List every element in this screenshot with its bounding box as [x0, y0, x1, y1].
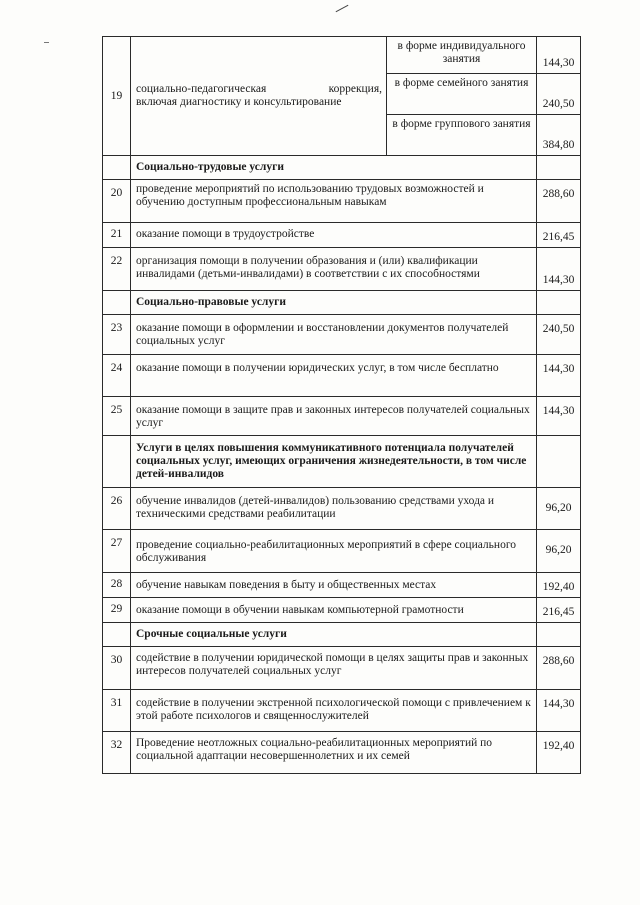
service-name-line: включая диагностику и консультирование [136, 96, 342, 108]
section-title: Услуги в целях повышения коммуникативного потенциала получателей социальных услуг, имеющих ограничения жизнедеятельности, в том числе детей-инвалидов [131, 436, 537, 488]
service-price: 144,30 [537, 397, 581, 436]
row-number: 32 [103, 732, 131, 774]
row-number: 29 [103, 598, 131, 623]
service-price: 240,50 [537, 74, 581, 115]
table-row [103, 647, 581, 690]
service-price: 216,45 [537, 598, 581, 623]
table-row [103, 488, 581, 530]
row-number: 21 [103, 223, 131, 248]
service-form: в форме индивидуального занятия [387, 37, 537, 74]
table-row [103, 690, 581, 732]
services-tariff-table [102, 36, 580, 774]
section-title: Социально-правовые услуги [131, 291, 537, 315]
section-row [103, 623, 581, 647]
service-name: организация помощи в получении образования и (или) квалификации инвалидами (детьми-инвалидами) в соответствии с их способностями [131, 248, 537, 291]
margin-mark [44, 42, 49, 43]
service-name: оказание помощи в оформлении и восстановлении документов получателей социальных услуг [131, 315, 537, 355]
row-number: 23 [103, 315, 131, 355]
service-name [131, 37, 387, 156]
section-row [103, 436, 581, 488]
row-number: 25 [103, 397, 131, 436]
service-form: в форме группового занятия [387, 115, 537, 156]
service-price: 96,20 [537, 530, 581, 573]
table-row [103, 598, 581, 623]
service-name: обучение инвалидов (детей-инвалидов) пользованию средствами ухода и техническими средствами реабилитации [131, 488, 537, 530]
service-price: 192,40 [537, 573, 581, 598]
service-name: Проведение неотложных социально-реабилитационных мероприятий по социальной адаптации несовершеннолетних и их семей [131, 732, 537, 774]
row-number: 19 [103, 37, 131, 156]
service-name: оказание помощи в получении юридических услуг, в том числе бесплатно [131, 355, 537, 397]
service-price: 192,40 [537, 732, 581, 774]
row-number: 26 [103, 488, 131, 530]
row-number: 24 [103, 355, 131, 397]
table-row [103, 732, 581, 774]
service-form: в форме семейного занятия [387, 74, 537, 115]
service-name: содействие в получении экстренной психологической помощи с привлечением к этой работе психологов и священнослужителей [131, 690, 537, 732]
table-row [103, 355, 581, 397]
service-name: оказание помощи в трудоустройстве [131, 223, 537, 248]
service-price: 144,30 [537, 690, 581, 732]
table-row [103, 397, 581, 436]
table-row [103, 248, 581, 291]
section-row [103, 156, 581, 180]
service-name: содействие в получении юридической помощи в целях защиты прав и законных интересов получателей социальных услуг [131, 647, 537, 690]
service-name: проведение социально-реабилитационных мероприятий в сфере социального обслуживания [131, 530, 537, 573]
service-price: 288,60 [537, 180, 581, 223]
table-row [103, 530, 581, 573]
service-price: 288,60 [537, 647, 581, 690]
table-row [103, 180, 581, 223]
service-price: 216,45 [537, 223, 581, 248]
table-row [103, 223, 581, 248]
service-price: 240,50 [537, 315, 581, 355]
row-number: 27 [103, 530, 131, 573]
section-title: Срочные социальные услуги [131, 623, 537, 647]
service-price: 144,30 [537, 37, 581, 74]
service-price: 96,20 [537, 488, 581, 530]
service-price: 144,30 [537, 355, 581, 397]
row-number: 30 [103, 647, 131, 690]
service-price: 144,30 [537, 248, 581, 291]
section-title: Социально-трудовые услуги [131, 156, 537, 180]
service-name: проведение мероприятий по использованию трудовых возможностей и обучению доступным профессиональным навыкам [131, 180, 537, 223]
service-price: 384,80 [537, 115, 581, 156]
service-name: оказание помощи в защите прав и законных интересов получателей социальных услуг [131, 397, 537, 436]
table-row [103, 315, 581, 355]
service-name: обучение навыкам поведения в быту и общественных местах [131, 573, 537, 598]
pen-mark [336, 5, 349, 12]
table-row [103, 37, 581, 74]
section-row [103, 291, 581, 315]
service-name: оказание помощи в обучении навыкам компьютерной грамотности [131, 598, 537, 623]
row-number: 20 [103, 180, 131, 223]
service-name-line: социально-педагогическая коррекция, [136, 83, 382, 95]
row-number: 28 [103, 573, 131, 598]
row-number: 22 [103, 248, 131, 291]
row-number: 31 [103, 690, 131, 732]
table-row [103, 573, 581, 598]
